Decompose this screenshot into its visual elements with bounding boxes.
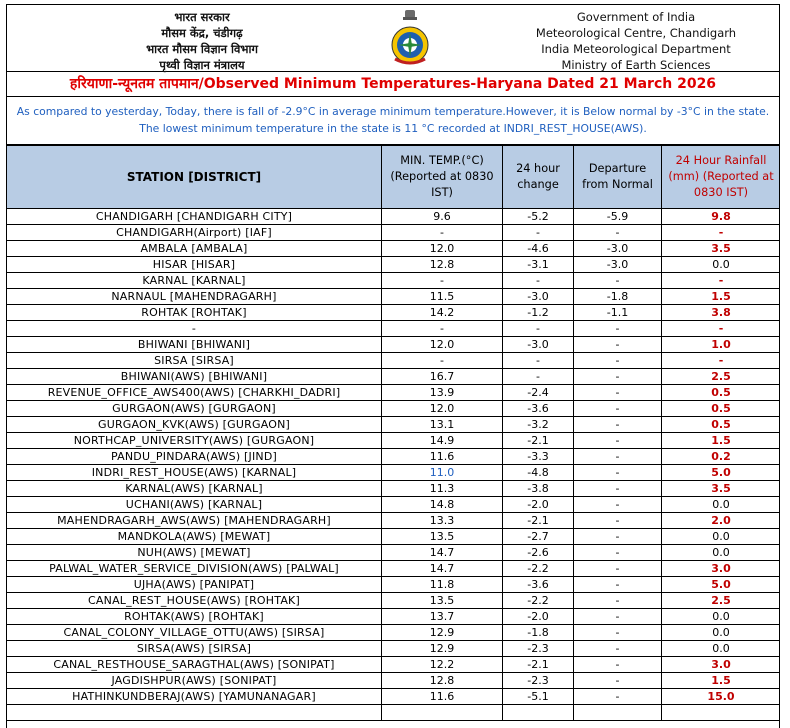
table-row: [7, 209, 781, 225]
station-cell: MANDKOLA(AWS) [MEWAT]: [7, 529, 382, 545]
min-temp-cell: 12.9: [382, 641, 503, 657]
change-cell: -2.2: [503, 561, 574, 577]
rainfall-cell: 3.0: [662, 561, 781, 577]
rainfall-cell: 0.2: [662, 449, 781, 465]
station-cell: CANAL_REST_HOUSE(AWS) [ROHTAK]: [7, 593, 382, 609]
min-temp-cell: 12.0: [382, 337, 503, 353]
min-temp-cell: -: [382, 353, 503, 369]
rainfall-cell: 3.8: [662, 305, 781, 321]
min-temp-cell: 11.3: [382, 481, 503, 497]
rainfall-cell: 0.5: [662, 417, 781, 433]
summary-text: As compared to yesterday, Today, there is fall of -2.9°C in average minimum temperature.However, it is Below normal by -3°C in the state. The lowest minimum temperature in the state is 11 °C recorded at INDRI_REST_HOUSE(AWS).: [7, 97, 779, 145]
station-cell: [7, 705, 382, 721]
col-departure: Departure from Normal: [574, 146, 662, 209]
rainfall-cell: 2.0: [662, 513, 781, 529]
station-cell: ROHTAK [ROHTAK]: [7, 305, 382, 321]
rainfall-cell: 1.0: [662, 337, 781, 353]
change-cell: -3.3: [503, 449, 574, 465]
departure-cell: [574, 705, 662, 721]
min-temp-cell: 11.5: [382, 289, 503, 305]
station-cell: MAHENDRAGARH_AWS(AWS) [MAHENDRAGARH]: [7, 513, 382, 529]
min-temp-cell: 11.6: [382, 449, 503, 465]
departure-cell: -: [574, 225, 662, 241]
departure-cell: -: [574, 369, 662, 385]
table-header-row: [7, 146, 781, 209]
min-temp-cell: 14.9: [382, 433, 503, 449]
station-cell: ROHTAK(AWS) [ROHTAK]: [7, 609, 382, 625]
table-row: [7, 673, 781, 689]
change-cell: -3.0: [503, 337, 574, 353]
min-temp-cell: 9.6: [382, 209, 503, 225]
departure-cell: -: [574, 497, 662, 513]
station-cell: GURGAON(AWS) [GURGAON]: [7, 401, 382, 417]
station-cell: SIRSA(AWS) [SIRSA]: [7, 641, 382, 657]
station-cell: AMBALA [AMBALA]: [7, 241, 382, 257]
change-cell: -3.0: [503, 289, 574, 305]
rainfall-cell: 0.0: [662, 545, 781, 561]
table-row: [7, 625, 781, 641]
departure-cell: -1.8: [574, 289, 662, 305]
table-row: [7, 657, 781, 673]
min-temp-cell: 14.7: [382, 561, 503, 577]
table-row: [7, 481, 781, 497]
table-row: [7, 433, 781, 449]
departure-cell: -: [574, 433, 662, 449]
change-cell: -5.2: [503, 209, 574, 225]
min-temp-cell: 11.8: [382, 577, 503, 593]
table-row: [7, 705, 781, 721]
table-row: [7, 561, 781, 577]
change-cell: -3.8: [503, 481, 574, 497]
station-cell: JAGDISHPUR(AWS) [SONIPAT]: [7, 673, 382, 689]
rainfall-cell: 3.5: [662, 481, 781, 497]
change-cell: -2.3: [503, 673, 574, 689]
min-temp-cell: 11.6: [382, 689, 503, 705]
bulletin-frame: [6, 4, 780, 728]
rainfall-cell: 0.5: [662, 385, 781, 401]
rainfall-cell: -: [662, 321, 781, 337]
min-temp-cell: 16.7: [382, 369, 503, 385]
min-temp-cell: 12.8: [382, 257, 503, 273]
rainfall-cell: 2.5: [662, 369, 781, 385]
table-row: [7, 513, 781, 529]
station-cell: BHIWANI [BHIWANI]: [7, 337, 382, 353]
min-temp-cell: 12.0: [382, 401, 503, 417]
temperature-table: [6, 145, 780, 721]
change-cell: -: [503, 353, 574, 369]
min-temp-cell: [382, 705, 503, 721]
departure-cell: -: [574, 529, 662, 545]
min-temp-cell: 13.5: [382, 529, 503, 545]
change-cell: -2.1: [503, 657, 574, 673]
station-cell: NUH(AWS) [MEWAT]: [7, 545, 382, 561]
rainfall-cell: -: [662, 225, 781, 241]
change-cell: -1.2: [503, 305, 574, 321]
table-row: [7, 353, 781, 369]
min-temp-cell: 13.9: [382, 385, 503, 401]
change-cell: -: [503, 273, 574, 289]
departure-cell: -: [574, 561, 662, 577]
departure-cell: -: [574, 609, 662, 625]
rainfall-cell: 0.0: [662, 497, 781, 513]
table-row: [7, 257, 781, 273]
departure-cell: -: [574, 449, 662, 465]
col-change: 24 hour change: [503, 146, 574, 209]
departure-cell: -: [574, 673, 662, 689]
change-cell: -2.1: [503, 433, 574, 449]
station-cell: CANAL_RESTHOUSE_SARAGTHAL(AWS) [SONIPAT]: [7, 657, 382, 673]
station-cell: PANDU_PINDARA(AWS) [JIND]: [7, 449, 382, 465]
change-cell: -4.8: [503, 465, 574, 481]
rainfall-cell: 1.5: [662, 289, 781, 305]
change-cell: -: [503, 321, 574, 337]
departure-cell: -: [574, 513, 662, 529]
table-row: [7, 689, 781, 705]
departure-cell: -: [574, 593, 662, 609]
station-cell: CANAL_COLONY_VILLAGE_OTTU(AWS) [SIRSA]: [7, 625, 382, 641]
rainfall-cell: 0.0: [662, 529, 781, 545]
departure-cell: -: [574, 337, 662, 353]
table-row: [7, 449, 781, 465]
table-row: [7, 401, 781, 417]
rainfall-cell: [662, 705, 781, 721]
english-line: Ministry of Earth Sciences: [561, 58, 711, 72]
station-cell: GURGAON_KVK(AWS) [GURGAON]: [7, 417, 382, 433]
bulletin-title: हरियाणा-न्यूनतम तापमान/Observed Minimum Temperatures-Haryana Dated 21 March 2026: [7, 72, 779, 97]
change-cell: -3.2: [503, 417, 574, 433]
change-cell: -4.6: [503, 241, 574, 257]
min-temp-cell: 11.0: [382, 465, 503, 481]
rainfall-cell: 5.0: [662, 577, 781, 593]
station-cell: NORTHCAP_UNIVERSITY(AWS) [GURGAON]: [7, 433, 382, 449]
min-temp-cell: 13.1: [382, 417, 503, 433]
min-temp-cell: 13.3: [382, 513, 503, 529]
table-row: [7, 225, 781, 241]
bulletin-header: [7, 5, 779, 72]
change-cell: -2.0: [503, 609, 574, 625]
station-cell: UCHANI(AWS) [KARNAL]: [7, 497, 382, 513]
station-cell: REVENUE_OFFICE_AWS400(AWS) [CHARKHI_DADRI]: [7, 385, 382, 401]
change-cell: -2.3: [503, 641, 574, 657]
table-row: [7, 321, 781, 337]
departure-cell: -: [574, 465, 662, 481]
change-cell: -: [503, 369, 574, 385]
departure-cell: -3.0: [574, 257, 662, 273]
hindi-masthead: [77, 9, 327, 73]
hindi-line: भारत सरकार: [174, 10, 230, 24]
departure-cell: -: [574, 657, 662, 673]
english-line: India Meteorological Department: [541, 42, 731, 56]
table-row: [7, 241, 781, 257]
table-row: [7, 593, 781, 609]
hindi-line: पृथ्वी विज्ञान मंत्रालय: [159, 58, 245, 72]
station-cell: UJHA(AWS) [PANIPAT]: [7, 577, 382, 593]
rainfall-cell: 0.0: [662, 609, 781, 625]
min-temp-cell: 12.8: [382, 673, 503, 689]
table-row: [7, 417, 781, 433]
change-cell: -2.4: [503, 385, 574, 401]
change-cell: -3.6: [503, 577, 574, 593]
min-temp-cell: 12.9: [382, 625, 503, 641]
min-temp-cell: 14.8: [382, 497, 503, 513]
station-cell: HISAR [HISAR]: [7, 257, 382, 273]
rainfall-cell: 3.0: [662, 657, 781, 673]
rainfall-cell: 1.5: [662, 433, 781, 449]
english-masthead: [521, 9, 751, 73]
change-cell: -: [503, 225, 574, 241]
change-cell: -3.1: [503, 257, 574, 273]
hindi-line: मौसम केंद्र, चंडीगढ़: [161, 26, 243, 40]
station-cell: NARNAUL [MAHENDRAGARH]: [7, 289, 382, 305]
change-cell: -2.1: [503, 513, 574, 529]
station-cell: -: [7, 321, 382, 337]
station-cell: BHIWANI(AWS) [BHIWANI]: [7, 369, 382, 385]
rainfall-cell: -: [662, 353, 781, 369]
english-line: Government of India: [576, 10, 696, 24]
table-row: [7, 497, 781, 513]
station-cell: HATHINKUNDBERAJ(AWS) [YAMUNANAGAR]: [7, 689, 382, 705]
departure-cell: -1.1: [574, 305, 662, 321]
station-cell: KARNAL(AWS) [KARNAL]: [7, 481, 382, 497]
change-cell: [503, 705, 574, 721]
change-cell: -3.6: [503, 401, 574, 417]
imd-emblem-icon: [385, 9, 435, 69]
departure-cell: -: [574, 385, 662, 401]
departure-cell: -: [574, 625, 662, 641]
table-row: [7, 609, 781, 625]
station-cell: PALWAL_WATER_SERVICE_DIVISION(AWS) [PALWAL]: [7, 561, 382, 577]
table-body: [7, 209, 781, 721]
departure-cell: -: [574, 577, 662, 593]
table-row: [7, 465, 781, 481]
rainfall-cell: 5.0: [662, 465, 781, 481]
table-row: [7, 289, 781, 305]
change-cell: -2.6: [503, 545, 574, 561]
min-temp-cell: -: [382, 321, 503, 337]
min-temp-cell: -: [382, 225, 503, 241]
departure-cell: -: [574, 641, 662, 657]
min-temp-cell: 13.5: [382, 593, 503, 609]
departure-cell: -: [574, 689, 662, 705]
rainfall-cell: -: [662, 273, 781, 289]
col-rainfall: 24 Hour Rainfall (mm) (Reported at 0830 IST): [662, 146, 781, 209]
station-cell: INDRI_REST_HOUSE(AWS) [KARNAL]: [7, 465, 382, 481]
change-cell: -5.1: [503, 689, 574, 705]
min-temp-cell: 14.7: [382, 545, 503, 561]
station-cell: KARNAL [KARNAL]: [7, 273, 382, 289]
table-row: [7, 337, 781, 353]
rainfall-cell: 1.5: [662, 673, 781, 689]
rainfall-cell: 0.0: [662, 257, 781, 273]
english-line: Meteorological Centre, Chandigarh: [535, 26, 737, 40]
station-cell: CHANDIGARH(Airport) [IAF]: [7, 225, 382, 241]
rainfall-cell: 0.5: [662, 401, 781, 417]
hindi-line: भारत मौसम विज्ञान विभाग: [146, 42, 258, 56]
rainfall-cell: 0.0: [662, 625, 781, 641]
table-row: [7, 641, 781, 657]
rainfall-cell: 3.5: [662, 241, 781, 257]
table-row: [7, 369, 781, 385]
table-row: [7, 577, 781, 593]
rainfall-cell: 2.5: [662, 593, 781, 609]
min-temp-cell: 13.7: [382, 609, 503, 625]
min-temp-cell: 12.0: [382, 241, 503, 257]
change-cell: -2.2: [503, 593, 574, 609]
change-cell: -2.7: [503, 529, 574, 545]
col-station: STATION [DISTRICT]: [7, 146, 382, 209]
departure-cell: -: [574, 353, 662, 369]
table-row: [7, 545, 781, 561]
rainfall-cell: 9.8: [662, 209, 781, 225]
table-row: [7, 305, 781, 321]
table-row: [7, 385, 781, 401]
table-row: [7, 273, 781, 289]
station-cell: CHANDIGARH [CHANDIGARH CITY]: [7, 209, 382, 225]
min-temp-cell: 12.2: [382, 657, 503, 673]
departure-cell: -3.0: [574, 241, 662, 257]
departure-cell: -: [574, 273, 662, 289]
station-cell: SIRSA [SIRSA]: [7, 353, 382, 369]
rainfall-cell: 15.0: [662, 689, 781, 705]
departure-cell: -: [574, 417, 662, 433]
table-row: [7, 529, 781, 545]
col-min-temp: MIN. TEMP.(°C) (Reported at 0830 IST): [382, 146, 503, 209]
departure-cell: -5.9: [574, 209, 662, 225]
departure-cell: -: [574, 481, 662, 497]
departure-cell: -: [574, 321, 662, 337]
change-cell: -2.0: [503, 497, 574, 513]
change-cell: -1.8: [503, 625, 574, 641]
rainfall-cell: 0.0: [662, 641, 781, 657]
min-temp-cell: -: [382, 273, 503, 289]
departure-cell: -: [574, 401, 662, 417]
min-temp-cell: 14.2: [382, 305, 503, 321]
departure-cell: -: [574, 545, 662, 561]
